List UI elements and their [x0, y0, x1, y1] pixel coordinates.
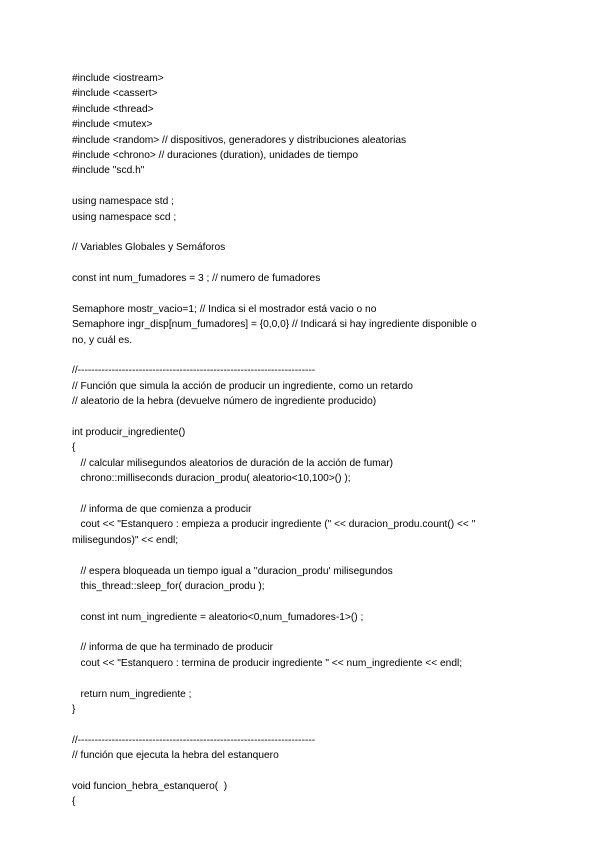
code-comment: // función que ejecuta la hebra del estanquero — [72, 750, 279, 762]
blank-line — [72, 225, 532, 240]
code-line: const int num_fumadores = 3 ; // numero de fumadores — [72, 273, 321, 285]
code-comment: // Variables Globales y Semáforos — [72, 242, 226, 254]
code-line: void funcion_hebra_estanquero( ) — [72, 780, 228, 792]
code-line: using namespace scd ; — [72, 211, 177, 223]
blank-line — [72, 179, 532, 194]
code-comment: // informa de que ha terminado de producir — [72, 642, 274, 654]
blank-line — [72, 764, 532, 779]
code-line: { — [72, 796, 76, 808]
code-comment: // calcular milisegundos aleatorios de duración de la acción de fumar) — [72, 457, 394, 469]
code-line: #include <random> // dispositivos, generadores y distribuciones aleatorias — [72, 134, 407, 146]
code-line: this_thread::sleep_for( duracion_produ ); — [72, 580, 265, 592]
blank-line — [72, 717, 532, 732]
code-line: using namespace std ; — [72, 196, 174, 208]
blank-line — [72, 410, 532, 425]
code-line: { — [72, 442, 76, 454]
code-line: Semaphore mostr_vacio=1; // Indica si el mostrador está vacio o no — [72, 303, 377, 315]
code-line: return num_ingrediente ; — [72, 688, 192, 700]
blank-line — [72, 256, 532, 271]
code-line: #include <chrono> // duraciones (duration), unidades de tiempo — [72, 149, 359, 161]
code-line: #include <cassert> — [72, 88, 158, 100]
code-line: no, y cuál es. — [72, 334, 133, 346]
blank-line — [72, 548, 532, 563]
blank-line — [72, 348, 532, 363]
blank-line — [72, 594, 532, 609]
code-separator: //---------------------------------------------------------------------- — [72, 365, 316, 377]
code-line: #include "scd.h" — [72, 165, 145, 177]
code-comment: // espera bloqueada un tiempo igual a ''duracion_produ' milisegundos — [72, 565, 393, 577]
code-comment: // informa de que comienza a producir — [72, 503, 252, 515]
code-line: chrono::milliseconds duracion_produ( aleatorio<10,100>() ); — [72, 473, 351, 485]
code-line: cout << "Estanquero : empieza a producir ingrediente (" << duracion_produ.count() << " — [72, 519, 476, 531]
code-line: #include <thread> — [72, 103, 154, 115]
code-line: Semaphore ingr_disp[num_fumadores] = {0,0,0} // Indicará si hay ingrediente disponible o — [72, 319, 477, 331]
code-line: int producir_ingrediente() — [72, 426, 186, 438]
code-line: milisegundos)" << endl; — [72, 534, 179, 546]
code-line: #include <iostream> — [72, 73, 164, 84]
source-code-block — [72, 71, 532, 810]
code-line: const int num_ingrediente = aleatorio<0,num_fumadores-1>() ; — [72, 611, 364, 623]
code-comment: // Función que simula la acción de producir un ingrediente, como un retardo — [72, 380, 413, 392]
blank-line — [72, 286, 532, 301]
code-line: } — [72, 704, 76, 716]
blank-line — [72, 625, 532, 640]
code-line: cout << "Estanquero : termina de producir ingrediente " << num_ingrediente << endl; — [72, 657, 463, 669]
code-comment: // aleatorio de la hebra (devuelve número de ingrediente producido) — [72, 396, 377, 408]
blank-line — [72, 487, 532, 502]
code-line: #include <mutex> — [72, 119, 153, 131]
code-separator: //---------------------------------------------------------------------- — [72, 734, 316, 746]
blank-line — [72, 671, 532, 686]
